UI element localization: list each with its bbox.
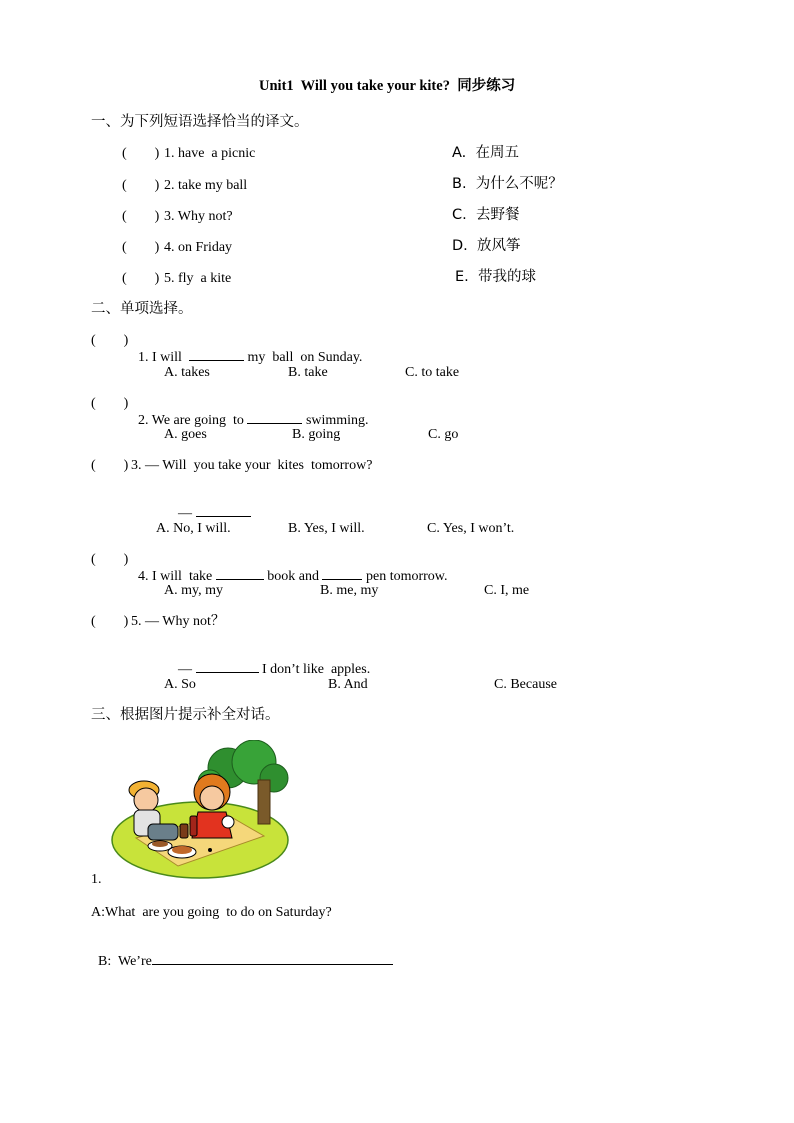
s1-phrase-2: 2. take my ball <box>164 178 248 193</box>
s1-answer-B: B. 为什么不呢？ <box>452 176 563 192</box>
q4-blank-1[interactable] <box>216 567 264 580</box>
q1-text-pre: 1. I will <box>138 350 189 365</box>
q3-reply <box>171 490 251 521</box>
q5-option-b: B. And <box>328 677 368 692</box>
q4-blank-2[interactable] <box>322 567 362 580</box>
q1-blank[interactable] <box>189 348 244 361</box>
s2-paren-4: ( ) <box>91 552 129 567</box>
q2-text-pre: 2. We are going to <box>138 413 248 428</box>
q4-option-c: C. I, me <box>484 583 530 598</box>
s1-phrase-1: 1. have a picnic <box>164 146 256 161</box>
s1-phrase-5: 5. fly a kite <box>164 271 232 286</box>
q4-text-post: pen tomorrow. <box>362 569 448 584</box>
s1-answer-A: A. 在周五 <box>452 145 519 161</box>
s1-paren-4: ( ) <box>122 240 160 255</box>
s2-question-1 <box>131 334 362 365</box>
q4-option-b: B. me, my <box>320 583 379 598</box>
s2-question-4 <box>131 553 448 584</box>
q3-blank[interactable] <box>196 504 251 517</box>
dialogue-line-b <box>91 938 393 969</box>
q5-option-c: C. Because <box>494 677 557 692</box>
s1-paren-2: ( ) <box>122 178 160 193</box>
q3-option-b: B. Yes, I will. <box>288 521 365 536</box>
q3-dash: — <box>178 506 192 521</box>
line-b-text: B: We’re <box>98 954 152 969</box>
q5-blank[interactable] <box>196 660 259 673</box>
s1-phrase-4: 4. on Friday <box>164 240 233 255</box>
section-3-heading: 三、根据图片提示补全对话。 <box>91 707 280 723</box>
q1-option-b: B. take <box>288 365 328 380</box>
picnic-illustration <box>108 740 290 882</box>
section-1-heading: 一、为下列短语选择恰当的译文。 <box>91 114 309 130</box>
s2-question-3: 3. — Will you take your kites tomorrow? <box>131 458 373 473</box>
q5-dash: — <box>178 662 192 677</box>
page-title: Unit1 Will you take your kite? 同步练习 <box>259 78 516 94</box>
dialogue-line-a: A:What are you going to do on Saturday? <box>91 905 332 920</box>
s2-paren-2: ( ) <box>91 396 129 411</box>
q4-text-mid: book and <box>263 569 323 584</box>
s1-paren-3: ( ) <box>122 209 160 224</box>
q2-text-post: swimming. <box>302 413 369 428</box>
q4-option-a: A. my, my <box>164 583 223 598</box>
s3-number: 1. <box>91 872 102 887</box>
s2-paren-3: ( ) <box>91 458 129 473</box>
q5-reply <box>171 646 370 677</box>
q3-option-a: A. No, I will. <box>156 521 231 536</box>
s1-answer-E: E. 带我的球 <box>455 269 536 285</box>
q4-text-pre: 4. I will take <box>138 569 216 584</box>
s2-question-5: 5. — Why not？ <box>131 614 225 629</box>
q1-option-c: C. to take <box>405 365 460 380</box>
q2-option-c: C. go <box>428 427 459 442</box>
q1-text-post: my ball on Sunday. <box>243 350 363 365</box>
q3-option-c: C. Yes, I won’t. <box>427 521 515 536</box>
section-2-heading: 二、单项选择。 <box>91 301 193 317</box>
q5-reply-text: I don’t like apples. <box>258 662 371 677</box>
q1-option-a: A. takes <box>164 365 210 380</box>
q5-option-a: A. So <box>164 677 196 692</box>
s1-paren-1: ( ) <box>122 146 160 161</box>
s1-answer-D: D. 放风筝 <box>452 238 521 254</box>
q2-option-b: B. going <box>292 427 341 442</box>
q2-option-a: A. goes <box>164 427 207 442</box>
s2-question-2 <box>131 397 369 428</box>
s1-paren-5: ( ) <box>122 271 160 286</box>
s2-paren-1: ( ) <box>91 333 129 348</box>
s1-answer-C: C. 去野餐 <box>452 207 520 223</box>
q2-blank[interactable] <box>247 411 302 424</box>
line-b-blank[interactable] <box>152 952 393 965</box>
s1-phrase-3: 3. Why not? <box>164 209 233 224</box>
s2-paren-5: ( ) <box>91 614 129 629</box>
